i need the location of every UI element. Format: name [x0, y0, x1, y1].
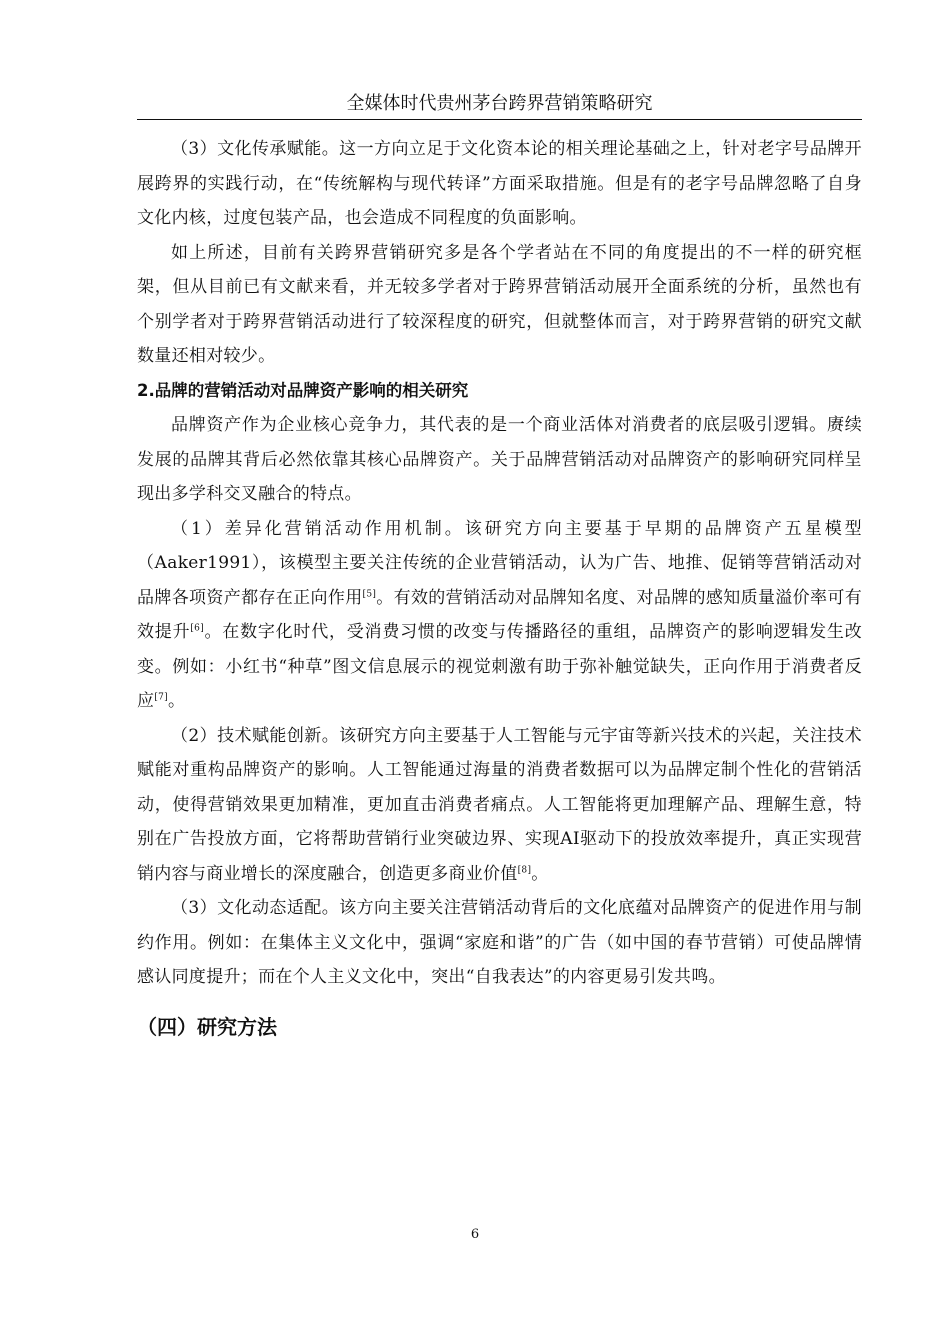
text-segment: 。有效的营销活动对品牌知名度、对品牌的感知质量溢价率可有效提升	[137, 587, 862, 642]
citation-ref[interactable]: [5]	[362, 588, 377, 599]
paragraph-summary: 如上所述，目前有关跨界营销研究多是各个学者站在不同的角度提出的不一样的研究框架，但从目前已有文献来看，并无较多学者对于跨界营销活动展开全面系统的分析，虽然也有个别学者对于跨界营销活动进行了较深程度的研究，但就整体而言，对于跨界营销的研究文献数量还相对较少。	[137, 242, 862, 366]
text-segment: 。	[531, 863, 549, 884]
running-header: 全媒体时代贵州茅台跨界营销策略研究	[346, 93, 653, 114]
citation-ref[interactable]: [8]	[517, 864, 532, 875]
header-divider	[137, 119, 862, 120]
text-segment: （1）差异化营销活动作用机制。该研究方向主要基于早期的品牌资产五星模型（Aaker1991），该模型主要关注传统的企业营销活动，认为广告、地推、促销等营销活动对品牌各项资产都存在正向作用	[137, 518, 862, 608]
text-segment: 。	[167, 691, 186, 711]
page-body	[137, 132, 862, 1047]
section-heading-research-methods: （四）研究方法	[137, 1014, 277, 1039]
paragraph-brand-equity-intro: 品牌资产作为企业核心竞争力，其代表的是一个商业活体对消费者的底层吸引逻辑。赓续发展的品牌其背后必然依靠其核心品牌资产。关于品牌营销活动对品牌资产的影响研究同样呈现出多学科交叉融合的特点。	[137, 415, 862, 504]
text-segment: （2）技术赋能创新。该研究方向主要基于人工智能与元宇宙等新兴技术的兴起，关注技术赋能对重构品牌资产的影响。人工智能通过海量的消费者数据可以为品牌定制个性化的营销活动，使得营销效果更加精准，更加直击消费者痛点。人工智能将更加理解产品、理解生意，特别在广告投放方面，它将帮助营销行业突破边界、实现AI驱动下的投放效率提升，真正实现营销内容与商业增长的深度融合，创造更多商业价值	[137, 725, 862, 884]
subheading-brand-equity: 2.品牌的营销活动对品牌资产影响的相关研究	[137, 380, 469, 400]
citation-ref[interactable]: [7]	[154, 692, 168, 703]
page-number: 6	[470, 1227, 480, 1242]
paragraph-cultural-heritage: （3）文化传承赋能。这一方向立足于文化资本论的相关理论基础之上，针对老字号品牌开展跨界的实践行动，在“传统解构与现代转译”方面采取措施。但是有的老字号品牌忽略了自身文化内核，过度包装产品，也会造成不同程度的负面影响。	[137, 139, 862, 228]
paragraph-differentiated-marketing	[137, 512, 862, 719]
paragraph-tech-empowerment	[137, 719, 862, 892]
paragraph-cultural-adaptation: （3）文化动态适配。该方向主要关注营销活动背后的文化底蕴对品牌资产的促进作用与制约作用。例如：在集体主义文化中，强调“家庭和谐”的广告（如中国的春节营销）可使品牌情感认同度提升；而在个人主义文化中，突出“自我表达”的内容更易引发共鸣。	[137, 898, 862, 987]
text-segment: 。在数字化时代，受消费习惯的改变与传播路径的重组，品牌资产的影响逻辑发生改变。例如：小红书“种草”图文信息展示的视觉刺激有助于弥补触觉缺失，正向作用于消费者反应	[137, 622, 862, 711]
citation-ref[interactable]: [6]	[190, 623, 205, 634]
